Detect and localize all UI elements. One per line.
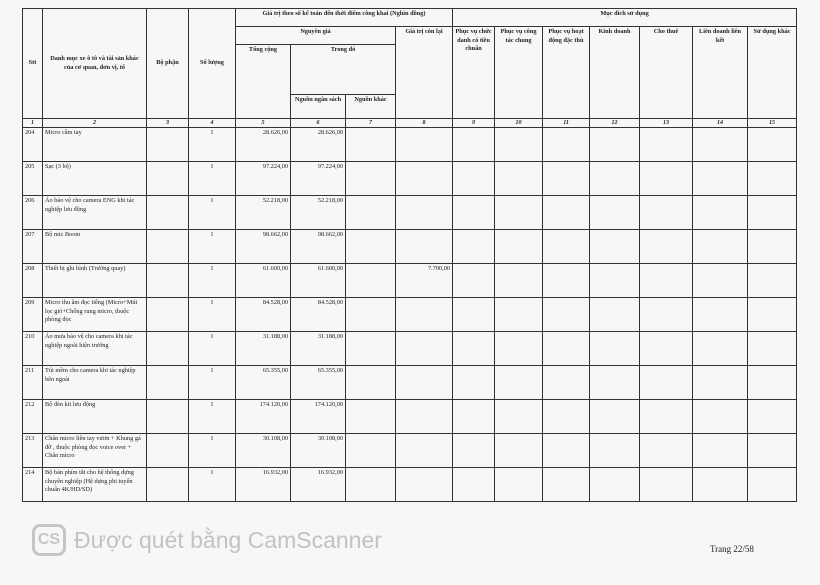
cell-kinh-doanh <box>590 434 640 468</box>
cell-nguon-khac <box>346 298 396 332</box>
cell-kinh-doanh <box>590 196 640 230</box>
cell-total: 52.218,00 <box>236 196 291 230</box>
cell-bo-phan <box>147 434 189 468</box>
cell-stt: 213 <box>23 434 43 468</box>
cell-total: 174.120,00 <box>236 400 291 434</box>
cell-phuc-vu-dac-thu <box>543 230 590 264</box>
cell-quantity: 1 <box>189 366 236 400</box>
cell-phuc-vu-cong-tac <box>495 162 543 196</box>
cell-cho-thue <box>640 264 693 298</box>
table-row <box>23 162 797 196</box>
page-number: Trang 22/58 <box>710 544 754 554</box>
cell-lien-doanh <box>693 366 748 400</box>
cell-lien-doanh <box>693 434 748 468</box>
table-row <box>23 400 797 434</box>
column-index-cell: 15 <box>748 119 797 128</box>
cell-bo-phan <box>147 196 189 230</box>
cell-phuc-vu-chuc-danh <box>453 366 495 400</box>
cell-asset-name: Micro cầm tay <box>43 128 147 162</box>
cell-phuc-vu-dac-thu <box>543 298 590 332</box>
column-index-cell: 14 <box>693 119 748 128</box>
cell-bo-phan <box>147 230 189 264</box>
cell-kinh-doanh <box>590 298 640 332</box>
cell-quantity: 1 <box>189 298 236 332</box>
cell-gia-tri-con-lai <box>396 366 453 400</box>
cell-kinh-doanh <box>590 264 640 298</box>
cell-lien-doanh <box>693 230 748 264</box>
cell-phuc-vu-chuc-danh <box>453 128 495 162</box>
cell-cho-thue <box>640 230 693 264</box>
cell-gia-tri-con-lai <box>396 298 453 332</box>
cell-nguon-ngan-sach: 31.188,00 <box>291 332 346 366</box>
cell-bo-phan <box>147 264 189 298</box>
cell-stt: 205 <box>23 162 43 196</box>
camscanner-watermark <box>32 524 382 556</box>
cell-phuc-vu-dac-thu <box>543 468 590 502</box>
cell-cho-thue <box>640 366 693 400</box>
cell-total: 97.224,00 <box>236 162 291 196</box>
cell-nguon-khac <box>346 366 396 400</box>
cell-phuc-vu-cong-tac <box>495 332 543 366</box>
cell-cho-thue <box>640 128 693 162</box>
cell-lien-doanh <box>693 400 748 434</box>
cell-stt: 212 <box>23 400 43 434</box>
cell-phuc-vu-chuc-danh <box>453 332 495 366</box>
cell-asset-name: Áo mưa bảo vệ cho camera khi tác nghiệp ngoài hiện trường <box>43 332 147 366</box>
cell-bo-phan <box>147 332 189 366</box>
cell-nguon-ngan-sach: 97.224,00 <box>291 162 346 196</box>
header-nguon-ngan-sach: Nguồn ngân sách <box>291 95 346 119</box>
cell-nguon-ngan-sach: 28.626,00 <box>291 128 346 162</box>
cell-stt: 210 <box>23 332 43 366</box>
cell-nguon-ngan-sach: 16.932,00 <box>291 468 346 502</box>
header-so-luong: Số lượng <box>189 9 236 119</box>
header-bo-phan: Bộ phận <box>147 9 189 119</box>
table-row <box>23 128 797 162</box>
cell-phuc-vu-cong-tac <box>495 298 543 332</box>
cell-gia-tri-con-lai <box>396 196 453 230</box>
cell-phuc-vu-dac-thu <box>543 434 590 468</box>
table-row <box>23 332 797 366</box>
cell-bo-phan <box>147 400 189 434</box>
cell-total: 61.600,00 <box>236 264 291 298</box>
cell-gia-tri-con-lai <box>396 128 453 162</box>
cell-asset-name: Áo bảo vệ cho camera ENG khi tác nghiệp lưu động <box>43 196 147 230</box>
cell-lien-doanh <box>693 264 748 298</box>
cell-lien-doanh <box>693 128 748 162</box>
cell-phuc-vu-chuc-danh <box>453 162 495 196</box>
cell-lien-doanh <box>693 298 748 332</box>
cell-asset-name: Bộ mic Boom <box>43 230 147 264</box>
cell-lien-doanh <box>693 162 748 196</box>
cell-nguon-ngan-sach: 65.355,00 <box>291 366 346 400</box>
header-danh-muc: Danh mục xe ô tô và tài sản khác của cơ quan, đơn vị, tổ <box>43 9 147 119</box>
cell-total: 98.662,00 <box>236 230 291 264</box>
cell-quantity: 1 <box>189 400 236 434</box>
header-nguyen-gia: Nguyên giá <box>236 27 396 45</box>
cell-phuc-vu-dac-thu <box>543 128 590 162</box>
cell-lien-doanh <box>693 332 748 366</box>
cell-asset-name: Thiết bị ghi hình (Trường quay) <box>43 264 147 298</box>
cell-quantity: 1 <box>189 196 236 230</box>
cell-su-dung-khac <box>748 162 797 196</box>
cell-cho-thue <box>640 298 693 332</box>
cell-kinh-doanh <box>590 128 640 162</box>
cell-phuc-vu-chuc-danh <box>453 400 495 434</box>
cell-nguon-ngan-sach: 98.662,00 <box>291 230 346 264</box>
column-index-cell: 7 <box>346 119 396 128</box>
cell-nguon-khac <box>346 230 396 264</box>
table-row <box>23 298 797 332</box>
header-phuc-vu-cong-tac: Phục vụ công tác chung <box>495 27 543 119</box>
cell-total: 84.528,00 <box>236 298 291 332</box>
cell-cho-thue <box>640 196 693 230</box>
cell-phuc-vu-dac-thu <box>543 264 590 298</box>
header-muc-dich-group: Mục đích sử dụng <box>453 9 797 27</box>
cell-nguon-khac <box>346 162 396 196</box>
cell-asset-name: Chân micro liền tay vươn + Khung gá đỡ , thuộc phòng đọc voice over + Chân micro <box>43 434 147 468</box>
cell-asset-name: Micro thu âm đọc tiếng (Micro+Mút lọc gió+Chống rung micro, thuộc phòng đọc <box>43 298 147 332</box>
cell-asset-name: Bộ bàn phím tắt cho hệ thống dựng chuyên nghiệp (Hệ dựng phi tuyến chuẩn 4K/HD/SD) <box>43 468 147 502</box>
cell-phuc-vu-chuc-danh <box>453 434 495 468</box>
column-index-cell: 1 <box>23 119 43 128</box>
cell-stt: 211 <box>23 366 43 400</box>
cell-nguon-ngan-sach: 174.120,00 <box>291 400 346 434</box>
cell-kinh-doanh <box>590 332 640 366</box>
cell-nguon-khac <box>346 332 396 366</box>
cell-gia-tri-con-lai <box>396 434 453 468</box>
cell-quantity: 1 <box>189 434 236 468</box>
cell-gia-tri-con-lai <box>396 230 453 264</box>
column-index-cell: 2 <box>43 119 147 128</box>
cell-quantity: 1 <box>189 162 236 196</box>
cell-phuc-vu-chuc-danh <box>453 196 495 230</box>
column-index-cell: 10 <box>495 119 543 128</box>
header-kinh-doanh: Kinh doanh <box>590 27 640 119</box>
cell-nguon-ngan-sach: 61.600,00 <box>291 264 346 298</box>
header-phuc-vu-chuc-danh: Phục vụ chức danh có tiêu chuẩn <box>453 27 495 119</box>
cell-phuc-vu-cong-tac <box>495 128 543 162</box>
cell-gia-tri-con-lai <box>396 162 453 196</box>
cell-lien-doanh <box>693 468 748 502</box>
cell-cho-thue <box>640 468 693 502</box>
table-row <box>23 196 797 230</box>
header-stt: Stt <box>23 9 43 119</box>
cell-su-dung-khac <box>748 298 797 332</box>
column-index-cell: 4 <box>189 119 236 128</box>
cell-asset-name: Bộ đèn kit lưu động <box>43 400 147 434</box>
cell-phuc-vu-cong-tac <box>495 434 543 468</box>
cell-total: 31.188,00 <box>236 332 291 366</box>
cell-phuc-vu-chuc-danh <box>453 264 495 298</box>
cell-kinh-doanh <box>590 468 640 502</box>
cell-stt: 207 <box>23 230 43 264</box>
header-lien-doanh: Liên doanh liên kết <box>693 27 748 119</box>
cell-nguon-khac <box>346 434 396 468</box>
cell-su-dung-khac <box>748 434 797 468</box>
cell-phuc-vu-cong-tac <box>495 468 543 502</box>
cell-quantity: 1 <box>189 332 236 366</box>
cell-gia-tri-con-lai <box>396 400 453 434</box>
column-index-cell: 13 <box>640 119 693 128</box>
cell-total: 28.626,00 <box>236 128 291 162</box>
cell-stt: 214 <box>23 468 43 502</box>
cell-phuc-vu-chuc-danh <box>453 298 495 332</box>
asset-table <box>22 8 797 502</box>
cell-nguon-ngan-sach: 52.218,00 <box>291 196 346 230</box>
cell-bo-phan <box>147 128 189 162</box>
table-row <box>23 230 797 264</box>
cell-nguon-khac <box>346 128 396 162</box>
cell-stt: 209 <box>23 298 43 332</box>
cell-su-dung-khac <box>748 264 797 298</box>
cell-asset-name: Sạc (3 bộ) <box>43 162 147 196</box>
column-index-cell: 5 <box>236 119 291 128</box>
cell-cho-thue <box>640 400 693 434</box>
watermark-text: Được quét bằng CamScanner <box>74 526 382 553</box>
cell-su-dung-khac <box>748 332 797 366</box>
cell-su-dung-khac <box>748 128 797 162</box>
cell-quantity: 1 <box>189 230 236 264</box>
column-index-cell: 3 <box>147 119 189 128</box>
cell-phuc-vu-cong-tac <box>495 400 543 434</box>
cell-total: 65.355,00 <box>236 366 291 400</box>
cell-su-dung-khac <box>748 230 797 264</box>
cell-phuc-vu-cong-tac <box>495 264 543 298</box>
cell-bo-phan <box>147 468 189 502</box>
cell-kinh-doanh <box>590 230 640 264</box>
cell-phuc-vu-dac-thu <box>543 332 590 366</box>
header-su-dung-khac: Sử dụng khác <box>748 27 797 119</box>
header-gia-tri-group: Giá trị theo sổ kế toán đến thời điểm công khai (Nghìn đồng) <box>236 9 453 27</box>
cell-phuc-vu-cong-tac <box>495 366 543 400</box>
cell-asset-name: Túi mềm cho camera khi tác nghiệp bên ngoài <box>43 366 147 400</box>
cell-nguon-khac <box>346 196 396 230</box>
cell-cho-thue <box>640 162 693 196</box>
cell-nguon-khac <box>346 468 396 502</box>
cell-nguon-khac <box>346 400 396 434</box>
cell-bo-phan <box>147 298 189 332</box>
column-index-cell: 8 <box>396 119 453 128</box>
cell-phuc-vu-dac-thu <box>543 366 590 400</box>
cell-kinh-doanh <box>590 162 640 196</box>
cell-cho-thue <box>640 332 693 366</box>
cell-phuc-vu-chuc-danh <box>453 230 495 264</box>
table-row <box>23 264 797 298</box>
column-index-cell: 6 <box>291 119 346 128</box>
cell-cho-thue <box>640 434 693 468</box>
cell-phuc-vu-dac-thu <box>543 196 590 230</box>
cell-kinh-doanh <box>590 400 640 434</box>
cell-stt: 204 <box>23 128 43 162</box>
header-cho-thue: Cho thuê <box>640 27 693 119</box>
cell-nguon-ngan-sach: 30.108,00 <box>291 434 346 468</box>
cell-nguon-ngan-sach: 84.528,00 <box>291 298 346 332</box>
cell-su-dung-khac <box>748 366 797 400</box>
header-gia-tri-con-lai: Giá trị còn lại <box>396 27 453 119</box>
cell-quantity: 1 <box>189 128 236 162</box>
header-phuc-vu-dac-thu: Phục vụ hoạt động đặc thù <box>543 27 590 119</box>
column-index-cell: 9 <box>453 119 495 128</box>
cell-phuc-vu-dac-thu <box>543 162 590 196</box>
header-tong-cong: Tổng cộng <box>236 45 291 119</box>
table-row <box>23 366 797 400</box>
cell-bo-phan <box>147 366 189 400</box>
cell-gia-tri-con-lai <box>396 332 453 366</box>
cell-quantity: 1 <box>189 468 236 502</box>
cell-total: 30.108,00 <box>236 434 291 468</box>
cell-quantity: 1 <box>189 264 236 298</box>
cell-total: 16.932,00 <box>236 468 291 502</box>
cell-kinh-doanh <box>590 366 640 400</box>
cell-phuc-vu-cong-tac <box>495 230 543 264</box>
cell-nguon-khac <box>346 264 396 298</box>
column-index-row <box>23 119 797 128</box>
cell-su-dung-khac <box>748 196 797 230</box>
cell-phuc-vu-chuc-danh <box>453 468 495 502</box>
cell-lien-doanh <box>693 196 748 230</box>
camscanner-logo: CS <box>32 524 66 556</box>
column-index-cell: 12 <box>590 119 640 128</box>
cell-gia-tri-con-lai <box>396 468 453 502</box>
cell-stt: 208 <box>23 264 43 298</box>
table-row <box>23 434 797 468</box>
cell-gia-tri-con-lai: 7.700,00 <box>396 264 453 298</box>
cell-bo-phan <box>147 162 189 196</box>
header-nguon-khac: Nguồn khác <box>346 95 396 119</box>
table-row <box>23 468 797 502</box>
cell-stt: 206 <box>23 196 43 230</box>
cell-su-dung-khac <box>748 400 797 434</box>
cell-su-dung-khac <box>748 468 797 502</box>
cell-phuc-vu-cong-tac <box>495 196 543 230</box>
column-index-cell: 11 <box>543 119 590 128</box>
cell-phuc-vu-dac-thu <box>543 400 590 434</box>
header-trong-do: Trong đó <box>291 45 396 95</box>
